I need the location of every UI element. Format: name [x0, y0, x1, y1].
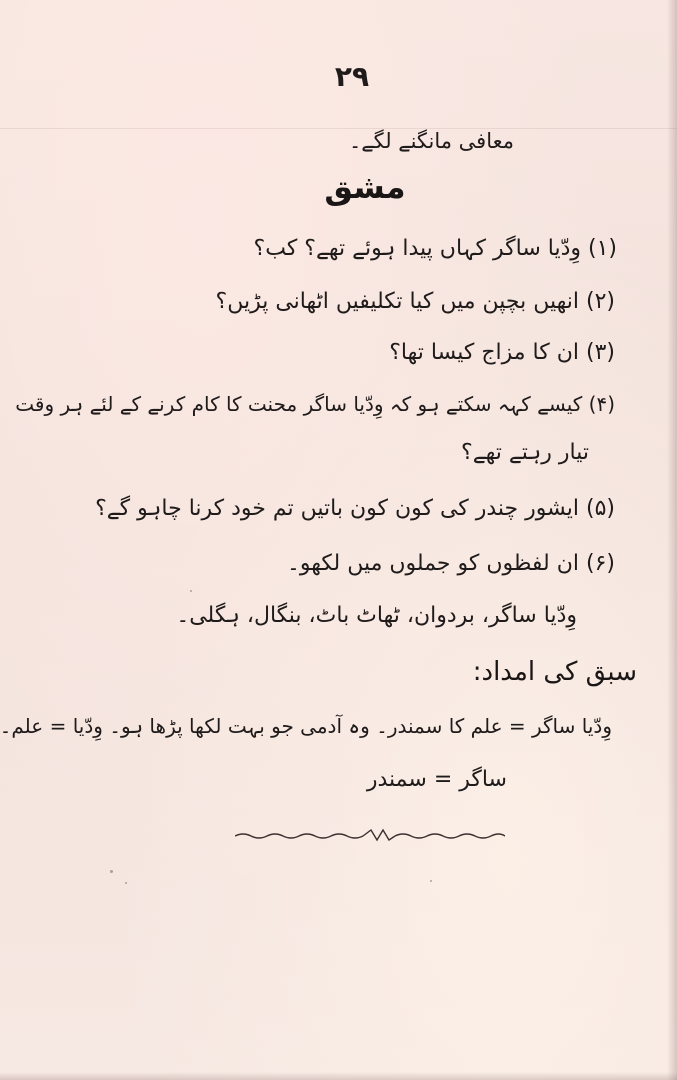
- section-divider: [235, 825, 505, 847]
- exercise-heading: مشق: [324, 168, 406, 206]
- question-6: (۶) ان لفظوں کو جملوں میں لکھو۔: [286, 551, 615, 576]
- vocabulary-entry-1: وِدّیا ساگر = علم کا سمندر۔ وہ آدمی جو بہت لکھا پڑھا ہو۔ وِدّیا = علم۔: [0, 714, 612, 738]
- question-5: (۵) ایشور چندر کی کون کون باتیں تم خود کرنا چاہو گے؟: [95, 496, 615, 521]
- word-list: وِدّیا ساگر، بردوان، ٹھاٹ باٹ، بنگال، ہگلی۔: [176, 603, 577, 628]
- page-number: ۲۹: [334, 60, 370, 93]
- paper-speck: [110, 870, 113, 873]
- intro-line: معافی مانگنے لگے۔: [348, 129, 514, 153]
- paper-speck: [430, 880, 432, 882]
- question-3: (۳) ان کا مزاج کیسا تھا؟: [389, 340, 615, 365]
- question-4-continued: تیار رہتے تھے؟: [461, 440, 589, 465]
- question-2: (۲) انھیں بچپن میں کیا تکلیفیں اٹھانی پڑیں؟: [215, 289, 615, 314]
- page-edge-shadow: [667, 0, 677, 1080]
- page-crease: [0, 128, 677, 129]
- page-bottom-shadow: [0, 1072, 677, 1080]
- paper-speck: [190, 590, 192, 592]
- question-1: (۱) وِدّیا ساگر کہاں پیدا ہوئے تھے؟ کب؟: [253, 236, 617, 261]
- vocabulary-heading: سبق کی امداد:: [472, 657, 637, 687]
- paper-speck: [125, 882, 127, 884]
- question-4: (۴) کیسے کہہ سکتے ہو کہ وِدّیا ساگر محنت کا کام کرنے کے لئے ہر وقت: [15, 392, 615, 416]
- vocabulary-entry-2: ساگر = سمندر: [366, 767, 507, 792]
